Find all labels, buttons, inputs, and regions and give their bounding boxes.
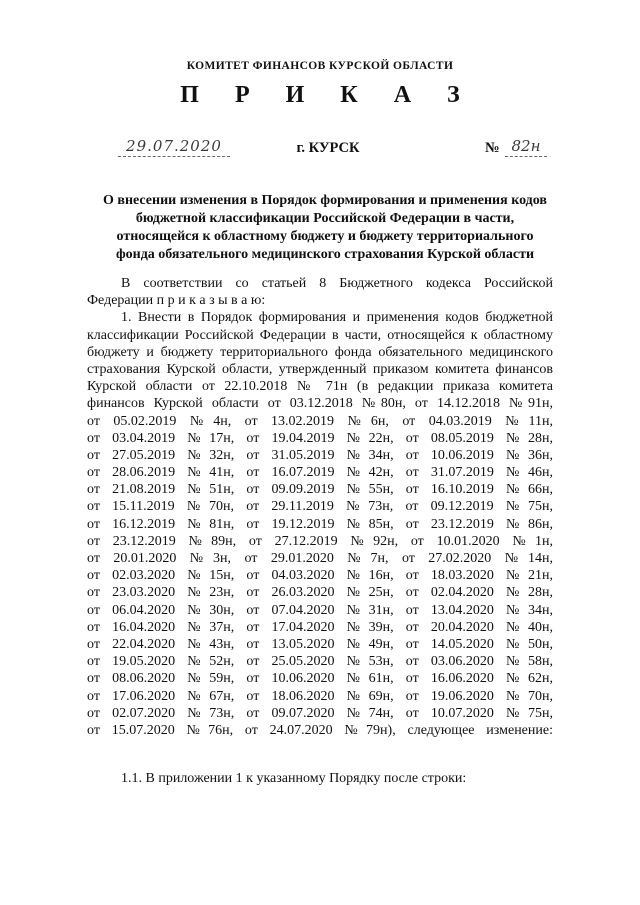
paragraph-line: от 15.07.2020 №76н, от 24.07.2020 №79н), следующее изменение: (87, 722, 553, 738)
paragraph-line: от 21.08.2019 №51н, от 09.09.2019 №55н, от 16.10.2019 №66н, (87, 482, 553, 498)
paragraph-line: 1. Внести в Порядок формирования и применения кодов бюджетной (121, 310, 553, 326)
paragraph-line: от 27.05.2019 №32н, от 31.05.2019 №34н, от 10.06.2019 №36н, (87, 447, 553, 463)
paragraph-line: от 08.06.2020 №59н, от 10.06.2020 №61н, от 16.06.2020 №62н, (87, 671, 553, 687)
subject-line: относящейся к областному бюджету и бюджету территориального (116, 229, 534, 244)
paragraph-line: от 20.01.2020 №3н, от 29.01.2020 №7н, от 27.02.2020 №14н, (87, 551, 553, 566)
paragraph-line: страхования Курской области, утвержденный приказом комитета финансов (87, 361, 553, 377)
order-city: г. КУРСК (296, 140, 360, 156)
document-title: П Р И К А З (180, 82, 475, 108)
order-body (87, 275, 553, 756)
order-date-handwritten: 29.07.2020 (118, 137, 230, 157)
paragraph-line: от 03.04.2019 №17н, от 19.04.2019 №22н, от 08.05.2019 №28н, (87, 430, 553, 446)
paragraph-line: от 19.05.2020 №52н, от 25.05.2020 №53н, от 03.06.2020 №58н, (87, 654, 553, 670)
paragraph-line: от 02.03.2020 №15н, от 04.03.2020 №16н, от 18.03.2020 №21н, (87, 568, 553, 584)
order-number-handwritten: 82н (505, 137, 547, 157)
paragraph-line: от 22.04.2020 №43н, от 13.05.2020 №49н, от 14.05.2020 №50н, (87, 636, 553, 652)
preamble-line: В соответствии со статьей 8 Бюджетного кодекса Российской (121, 276, 553, 291)
issuing-authority: КОМИТЕТ ФИНАНСОВ КУРСКОЙ ОБЛАСТИ (186, 60, 454, 72)
order-meta-row (0, 137, 640, 163)
paragraph-line: финансов Курской области от 03.12.2018 №80н, от 14.12.2018 №91н, (87, 396, 553, 412)
paragraph-line: от 15.11.2019 №70н, от 29.11.2019 №73н, от 09.12.2019 №75н, (87, 499, 553, 515)
paragraph-line: классификации Российской Федерации в части, относящейся к областному (87, 327, 553, 343)
subparagraph-1-1: 1.1. В приложении 1 к указанному Порядку после строки: (121, 771, 467, 786)
paragraph-line: от 02.07.2020 №73н, от 09.07.2020 №74н, от 10.07.2020 №75н, (87, 705, 553, 721)
order-number-label: № (485, 140, 500, 156)
paragraph-line: от 16.12.2019 №81н, от 19.12.2019 №85н, от 23.12.2019 №86н, (87, 516, 553, 532)
paragraph-line: от 17.06.2020 №67н, от 18.06.2020 №69н, от 19.06.2020 №70н, (87, 688, 553, 704)
paragraph-line: от 16.04.2020 №37н, от 17.04.2020 №39н, от 20.04.2020 №40н, (87, 619, 553, 635)
preamble-line: Федерации п р и к а з ы в а ю: (87, 293, 266, 309)
paragraph-line: от 28.06.2019 №41н, от 16.07.2019 №42н, от 31.07.2019 №46н, (87, 465, 553, 481)
paragraph-line: Курской области от 22.10.2018 № 71н (в редакции приказа комитета (87, 379, 553, 395)
subject-line: бюджетной классификации Российской Федерации в части, (135, 211, 515, 226)
paragraph-line: от 23.03.2020 №23н, от 26.03.2020 №25н, от 02.04.2020 №28н, (87, 585, 553, 601)
order-subject (95, 192, 555, 264)
subject-line: фонда обязательного медицинского страхования Курской области (115, 247, 535, 262)
paragraph-line: от 23.12.2019 №89н, от 27.12.2019 №92н, от 10.01.2020 №1н, (87, 533, 553, 549)
paragraph-line (87, 739, 553, 756)
paragraph-line: бюджету и бюджету территориального фонда обязательного медицинского (87, 344, 553, 360)
paragraph-line: от 06.04.2020 №30н, от 07.04.2020 №31н, от 13.04.2020 №34н, (87, 602, 553, 618)
paragraph-line: от 05.02.2019 №4н, от 13.02.2019 №6н, от 04.03.2019 №11н, (87, 413, 553, 429)
subject-line: О внесении изменения в Порядок формирования и применения кодов (103, 193, 547, 208)
